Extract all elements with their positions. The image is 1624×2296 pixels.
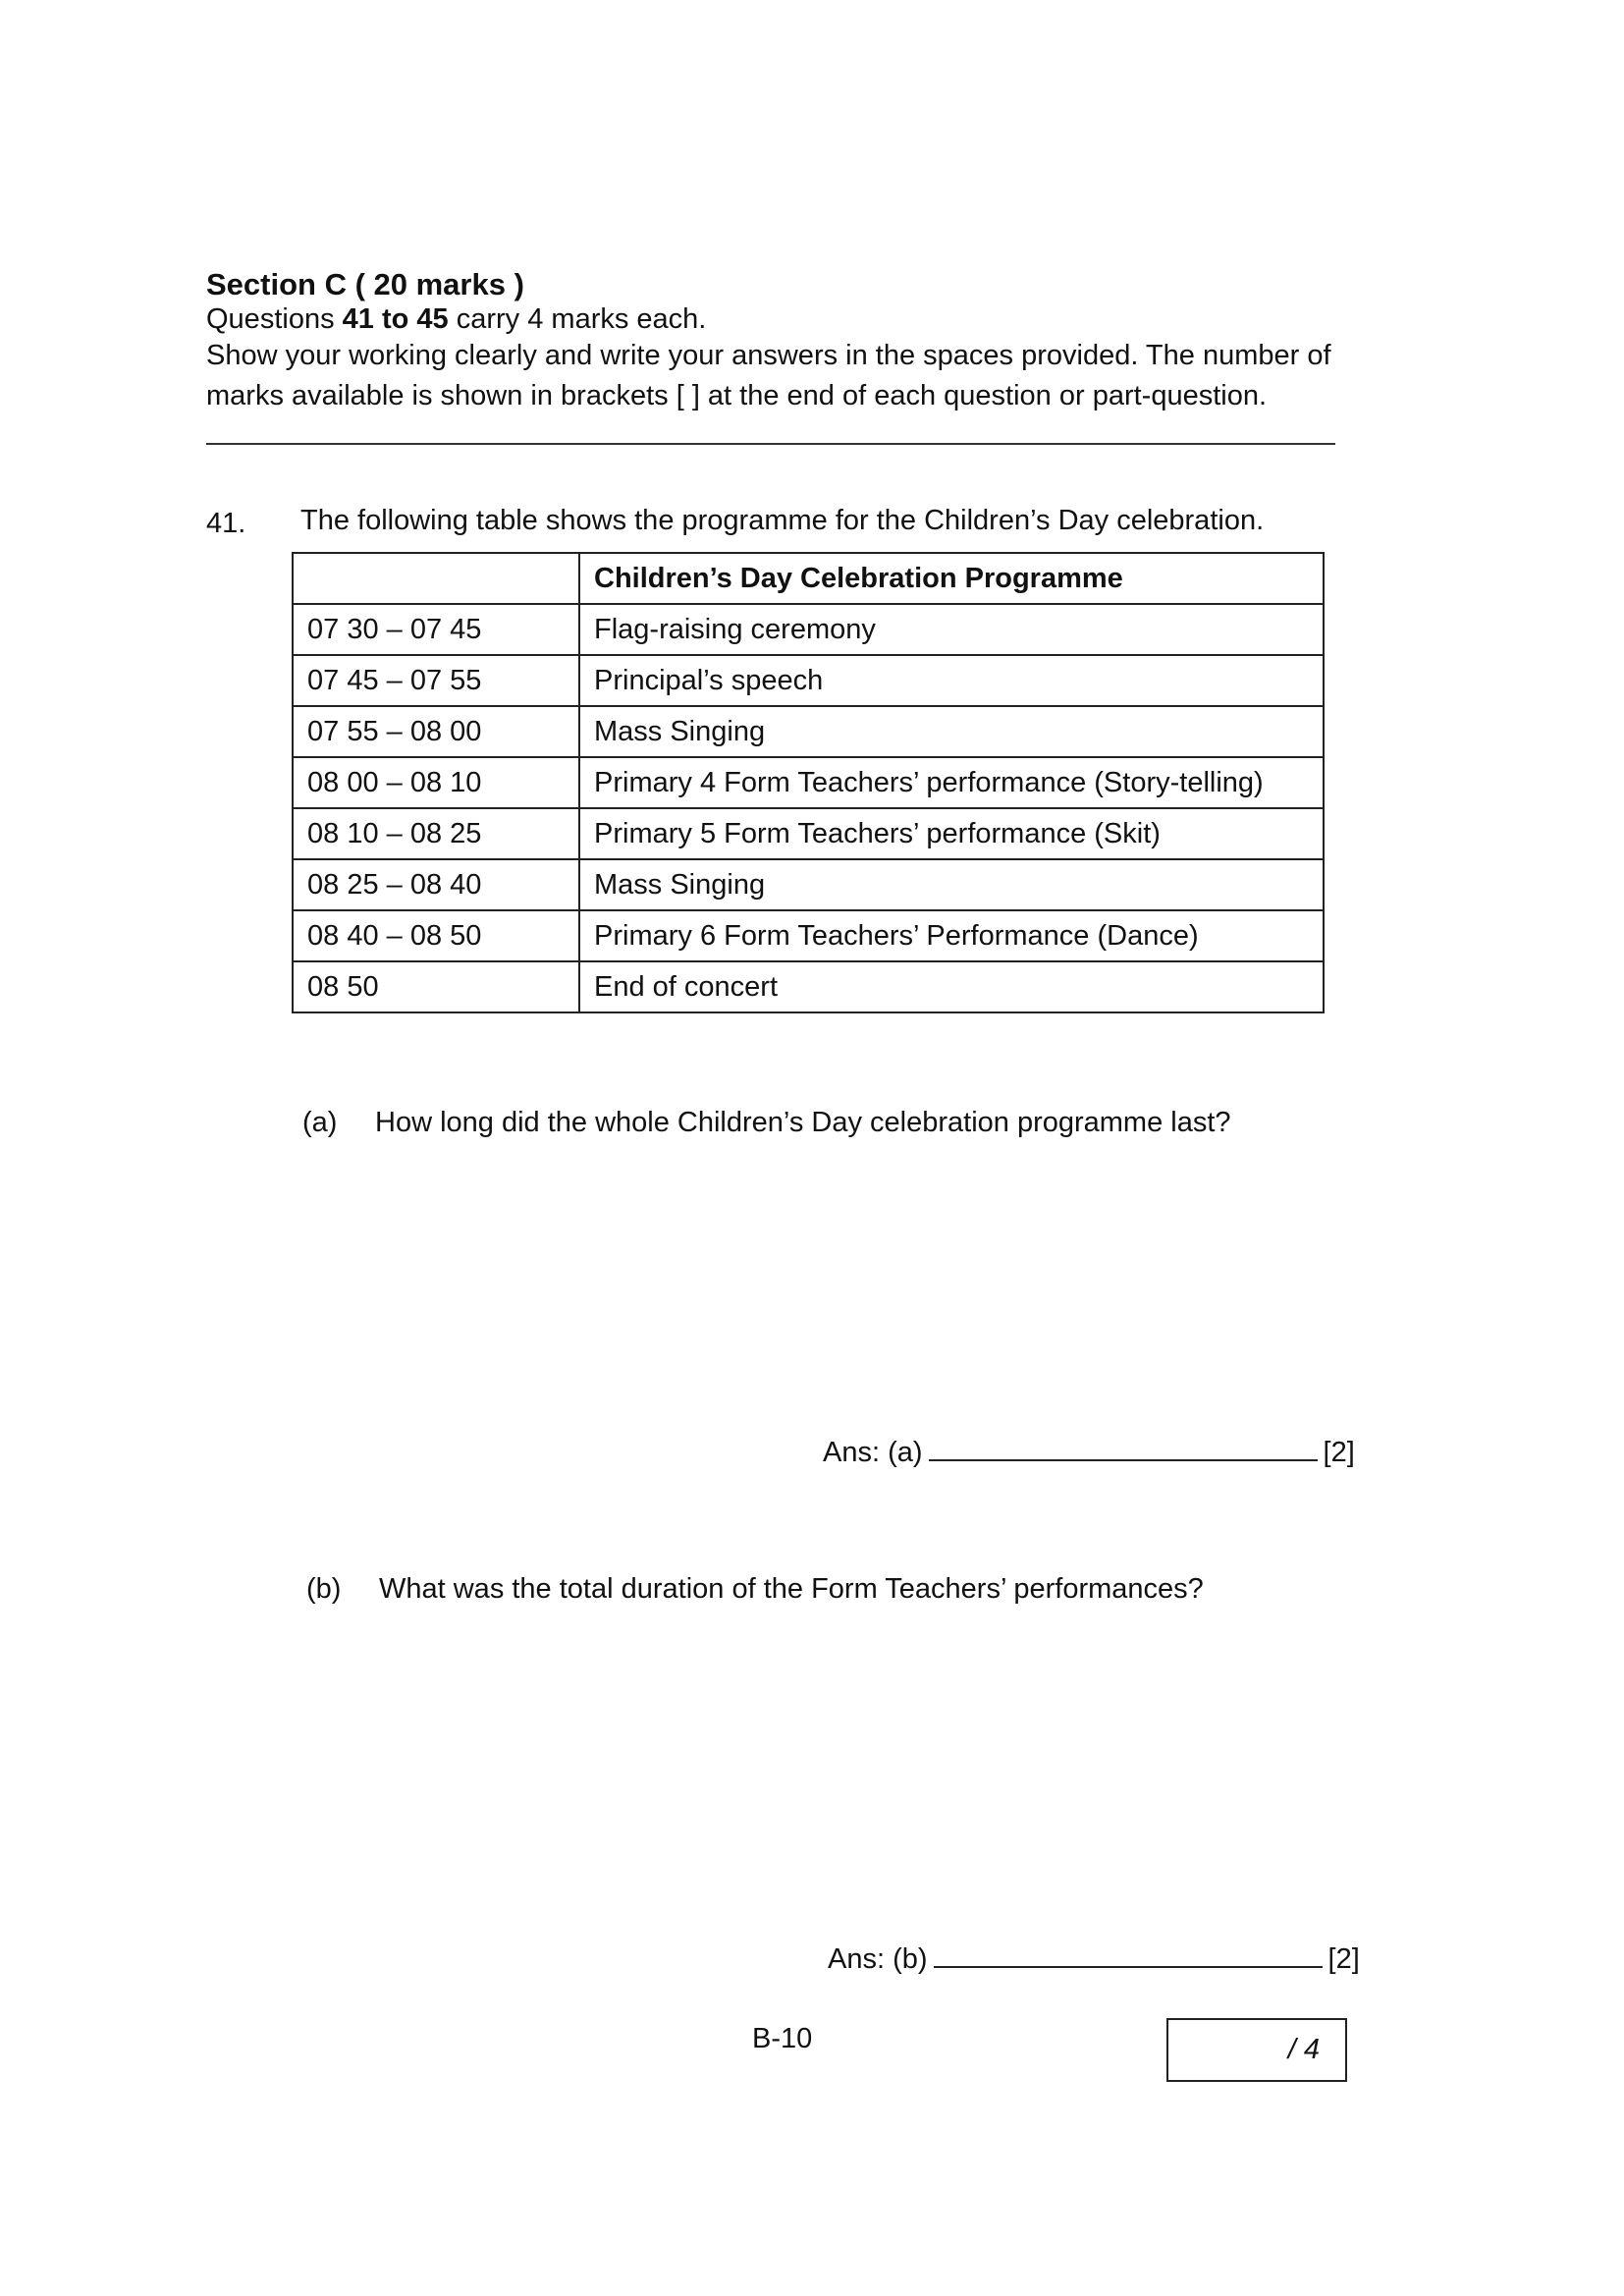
event-cell: Primary 6 Form Teachers’ Performance (Dance): [579, 910, 1324, 961]
event-cell: End of concert: [579, 961, 1324, 1012]
table-row: [293, 706, 1324, 757]
table-header-time: [293, 553, 579, 604]
answer-b-marks: [2]: [1327, 1943, 1360, 1975]
part-a-question: [302, 1105, 1231, 1140]
page-number: B-10: [752, 2023, 813, 2054]
table-row: [293, 655, 1324, 706]
part-a-label: (a): [302, 1107, 338, 1138]
table-row: [293, 961, 1324, 1012]
answer-b-label: Ans: (b): [828, 1943, 928, 1975]
programme-table: [292, 552, 1325, 1013]
time-cell: 07 30 – 07 45: [293, 604, 579, 655]
event-cell: Flag-raising ceremony: [579, 604, 1324, 655]
questions-prefix: Questions: [206, 303, 343, 335]
section-title: Section C ( 20 marks ): [206, 267, 524, 301]
time-cell: 08 10 – 08 25: [293, 808, 579, 859]
table-header-title: Children’s Day Celebration Programme: [579, 553, 1324, 604]
question-number: 41.: [206, 508, 246, 539]
event-cell: Principal’s speech: [579, 655, 1324, 706]
table-row: [293, 604, 1324, 655]
questions-range-line: [206, 301, 706, 337]
answer-a-field[interactable]: [929, 1436, 1318, 1461]
time-cell: 08 25 – 08 40: [293, 859, 579, 910]
part-b-question: [306, 1571, 1204, 1607]
question-intro: The following table shows the programme for the Children’s Day celebration.: [300, 505, 1265, 536]
table-row: [293, 757, 1324, 808]
table-header-row: [293, 553, 1324, 604]
time-cell: 08 00 – 08 10: [293, 757, 579, 808]
part-b-label: (b): [306, 1573, 342, 1605]
questions-from: 41: [342, 303, 374, 335]
event-cell: Primary 5 Form Teachers’ performance (Skit): [579, 808, 1324, 859]
questions-suffix: carry 4 marks each.: [448, 303, 707, 335]
time-cell: 08 50: [293, 961, 579, 1012]
part-b-text: What was the total duration of the Form Teachers’ performances?: [379, 1573, 1204, 1605]
event-cell: Primary 4 Form Teachers’ performance (Story-telling): [579, 757, 1324, 808]
time-cell: 08 40 – 08 50: [293, 910, 579, 961]
part-a-text: How long did the whole Children’s Day celebration programme last?: [375, 1107, 1231, 1138]
table-row: [293, 910, 1324, 961]
section-divider: [206, 443, 1335, 445]
time-cell: 07 55 – 08 00: [293, 706, 579, 757]
table-row: [293, 808, 1324, 859]
answer-a: [823, 1436, 1355, 1469]
answer-a-marks: [2]: [1323, 1437, 1355, 1468]
questions-to: 45: [416, 303, 449, 335]
answer-b: [828, 1942, 1360, 1976]
instructions: Show your working clearly and write your answers in the spaces provided. The number of marks available is shown in brackets [ ] at the end of each question or part-question.: [206, 340, 1331, 411]
questions-to-word: to: [373, 303, 417, 335]
event-cell: Mass Singing: [579, 859, 1324, 910]
score-box: / 4: [1166, 2018, 1347, 2082]
event-cell: Mass Singing: [579, 706, 1324, 757]
answer-b-field[interactable]: [934, 1942, 1323, 1968]
answer-a-label: Ans: (a): [823, 1437, 923, 1468]
table-row: [293, 859, 1324, 910]
time-cell: 07 45 – 07 55: [293, 655, 579, 706]
